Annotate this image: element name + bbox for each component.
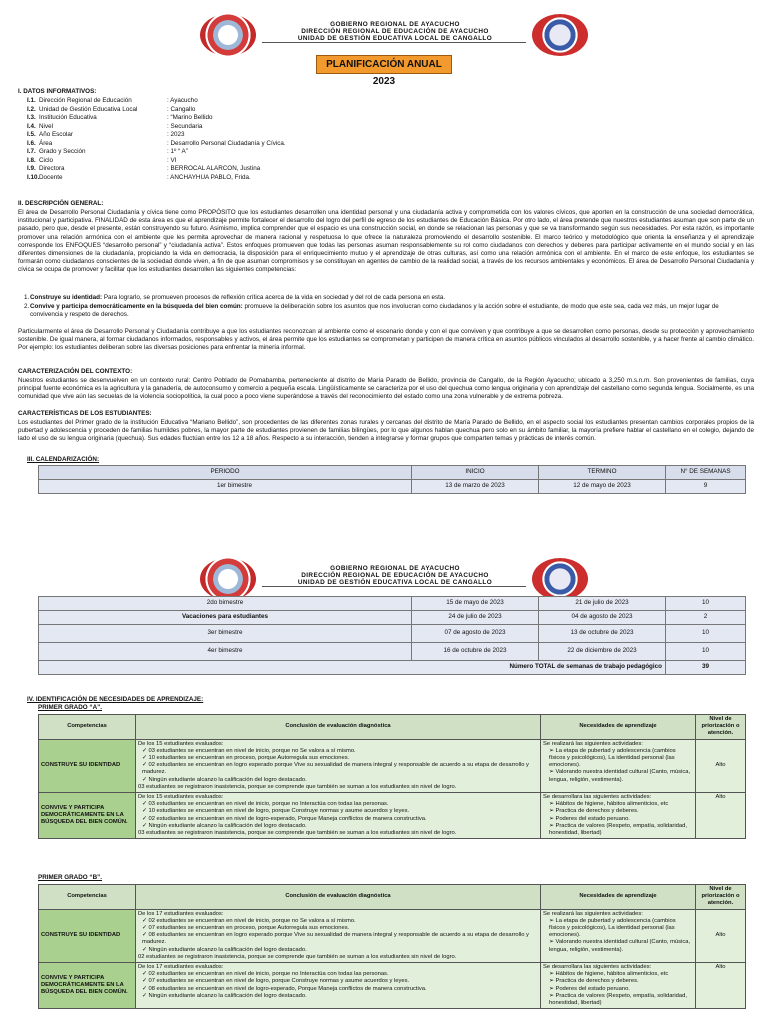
arrow-bullet-icon: ➢	[549, 801, 556, 808]
info-number: I.5.	[27, 131, 36, 138]
diagnostic-line-text: 02 estudiantes se encuentran en logro esperado porque Vive su sexualidad de manera integral y responsable de acuerdo a su etapa de desarrollo y madurez.	[142, 762, 529, 776]
needs-cell	[541, 739, 696, 792]
calendar-end: 12 de mayo de 2023	[539, 480, 666, 494]
calendar-row	[39, 611, 746, 625]
check-icon: ✓	[142, 762, 149, 769]
diagnostic-line	[142, 816, 538, 823]
needs-item-text: La etapa de pubertad y adolescencia (cambios físicos y psicológicos), La identidad personal (las emociones).	[549, 747, 676, 769]
diagnostic-cell	[136, 909, 541, 962]
needs-header-row	[39, 715, 746, 740]
info-value: : 1º “ A”	[167, 148, 188, 155]
arrow-bullet-icon: ➢	[549, 978, 556, 985]
needs-row	[39, 793, 746, 839]
diagnostic-line	[142, 986, 538, 993]
diagnostic-line-text: 10 estudiantes se encuentran en nivel de logro, porque Construye normas y asume acuerdos y leyes.	[148, 808, 410, 815]
info-label: Unidad de Gestión Educativa Local	[39, 105, 138, 113]
check-icon: ✓	[142, 822, 149, 829]
needs-item-text: La etapa de pubertad y adolescencia (cambios físicos y psicológicos), La identidad personal (las emociones).	[549, 917, 676, 939]
needs-item-text: Poderes del estado peruano.	[555, 815, 630, 822]
section-datos-informativos: I. DATOS INFORMATIVOS:	[18, 88, 97, 95]
calendar-header: TERMINO	[539, 466, 666, 480]
calendar-end: 13 de octubre de 2023	[539, 625, 666, 643]
info-label: Año Escolar	[39, 131, 73, 138]
needs-table-grade-b	[38, 884, 746, 1009]
info-value: : ANCHAYHUA PABLO, Frida.	[167, 173, 251, 181]
calendar-header: PERIODO	[39, 466, 412, 480]
calendar-start: 13 de marzo de 2023	[412, 480, 539, 494]
needs-item	[549, 939, 693, 953]
arrow-bullet-icon: ➢	[549, 939, 556, 946]
description-paragraph: El área de Desarrollo Personal Ciudadanía y cívica tiene como PROPÓSITO que los estudiantes desarrollen una identidad personal y una ciudadanía activa y comprometida con los valores cívicos, que aporten en la construcción de una sociedad democrática, institucional y participativa. FINALIDAD de esta área es que el aprendizaje permite fortalecer el desarrollo del logro del perfil de egreso de los estudiantes de Educación Básica. Por otro lado, el área pretende que nuestros estudiantes asuman que son parte de un pasado, pero que, desde el presente, están construyendo su futuro. Asimismo, implica comprender que el espacio es una construcción social, en donde se relacionan las personas y que se va transformando según sus necesidades. Por esta razón, es importante promover una relación armónica con el ambiente que les permita aprovechar de manera racional y respetuosa lo que ofrece la naturaleza promoviendo el desarrollo sostenible. El marco teórico y metodológico que orienta la enseñanza y el aprendizaje corresponde los ENFOQUES “desarrollo personal” y “ciudadanía activa”. Estos enfoques promueven que todas las personas asuman responsablemente su rol como ciudadanos con derechos y deberes para participar activamente en el mundo social y en las diferentes dimensiones de la ciudadanía, propiciando la vida en democracia, la disposición para el enriquecimiento mutuo y el aprendizaje de otras culturas, así como una relación armónica con el ambiente. En el marco de este enfoque, los estudiantes se formarán como ciudadanos conscientes de la sociedad donde viven, a fin de que asuman compromisos y se constituyan en agentes de cambio de la realidad social, a través de los recursos ambientales y económicos. El área de Desarrollo Personal Ciudadanía y cívica se ocupa de promover y facilitar que los estudiantes desarrollen las siguientes competencias:	[18, 209, 754, 274]
diagnostic-line-text: Ningún estudiante alcanzo la calificación del logro destacado.	[148, 992, 307, 999]
info-number: I.1.	[27, 97, 36, 104]
diagnostic-line-text: 03 estudiantes se encuentran en nivel de inicio, porque no Se valora a sí mismo.	[148, 747, 356, 754]
diagnostic-line	[142, 971, 538, 978]
regional-government-logo	[200, 14, 256, 56]
diagnostic-line	[142, 762, 538, 776]
diagnostic-line-text: 03 estudiantes se encuentran en nivel de inicio, porque no Interactúa con todas las personas.	[148, 801, 389, 808]
needs-item-text: Practica de valores (Respeto, empatía, solidaridad, honestidad, libertad)	[549, 822, 687, 837]
info-number: I.4.	[27, 122, 36, 130]
calendar-weeks: 10	[666, 597, 746, 611]
info-value: : VI	[167, 156, 177, 164]
calendar-row	[39, 625, 746, 643]
check-icon: ✓	[142, 808, 149, 815]
calendar-weeks: 10	[666, 643, 746, 661]
needs-item	[549, 808, 693, 815]
calendar-start: 16 de octubre de 2023	[412, 643, 539, 661]
calendar-end: 22 de diciembre de 2023	[539, 643, 666, 661]
diagnostic-tail: 03 estudiantes se registraron inasistencia, porque se comprende que también se suman a los estudiantes sin nivel de logro.	[138, 830, 457, 837]
priority-level: Alto	[696, 909, 746, 962]
check-icon: ✓	[142, 755, 149, 762]
needs-item-text: Valorando nuestra identidad cultural (Canto, música, lengua, religión, vestimenta).	[549, 769, 691, 783]
calendar-period: 4er bimestre	[39, 643, 412, 661]
info-label: Grado y Sección	[39, 148, 86, 155]
calendar-period: 1er bimestre	[39, 480, 412, 494]
competency-name: Convive y participa democráticamente en la búsqueda del bien común:	[30, 303, 243, 310]
calendar-header: INICIO	[412, 466, 539, 480]
priority-level: Alto	[696, 739, 746, 792]
check-icon: ✓	[142, 815, 149, 822]
diagnostic-line-text: 02 estudiantes se encuentran en nivel de logro-esperado, Porque Maneja conflictos de manera constructiva.	[148, 815, 427, 822]
diagnostic-line-text: 10 estudiantes se encuentran en proceso, porque Autorregula sus emociones.	[148, 755, 350, 762]
needs-header: Conclusión de evaluación diagnóstica	[136, 715, 541, 740]
calendar-table-part-2	[38, 596, 746, 675]
calendar-total-label: Número TOTAL de semanas de trabajo pedagógico	[39, 661, 666, 675]
grade-b-title: PRIMER GRADO “B”.	[38, 874, 103, 881]
info-value: : Desarrollo Personal Ciudadanía y Cívica.	[167, 139, 286, 147]
competency-item: 2. Convive y participa democráticamente en la búsqueda del bien común: promueve la deliberación sobre los asuntos que nos involucran como ciudadanos y la acción sobre el estudiante, de modo que este sea, cada vez más, un mejor lugar de convivencia y respeto de derechos.	[24, 303, 719, 319]
diagnostic-line	[142, 823, 538, 830]
needs-header: Nivel de priorización o atención.	[696, 885, 746, 910]
info-value: : “Marino Bellido	[167, 114, 213, 121]
info-label: Institución Educativa	[39, 114, 97, 121]
needs-header-row	[39, 885, 746, 910]
needs-item	[549, 769, 693, 783]
section-descripcion-general: II. DESCRIPCIÓN GENERAL:	[18, 200, 104, 207]
info-number: I.8.	[27, 156, 36, 164]
calendar-header-row	[39, 466, 746, 480]
diagnostic-intro: De los 15 estudiantes evaluados:	[138, 794, 224, 801]
letterhead-line-3: UNIDAD DE GESTIÓN EDUCATIVA LOCAL DE CANGALLO	[297, 579, 493, 586]
diagnostic-line	[142, 777, 538, 784]
arrow-bullet-icon: ➢	[549, 971, 556, 978]
needs-item	[549, 978, 693, 985]
check-icon: ✓	[142, 985, 149, 992]
ugel-logo	[532, 14, 588, 56]
calendar-row	[39, 597, 746, 611]
needs-header: Necesidades de aprendizaje	[541, 715, 696, 740]
info-number: I.3.	[27, 114, 36, 121]
diagnostic-cell	[136, 739, 541, 792]
arrow-bullet-icon: ➢	[549, 808, 556, 815]
calendar-start: 07 de agosto de 2023	[412, 625, 539, 643]
needs-header: Competencias	[39, 885, 136, 910]
arrow-bullet-icon: ➢	[549, 985, 556, 992]
diagnostic-line-text: Ningún estudiante alcanzo la calificación del logro destacado.	[148, 946, 307, 953]
check-icon: ✓	[142, 932, 149, 939]
needs-item	[549, 816, 693, 823]
calendar-period: Vacaciones para estudiantes	[39, 611, 412, 625]
needs-item	[549, 918, 693, 940]
diagnostic-line-text: 07 estudiantes se encuentran en proceso, porque Autorregula sus emociones.	[148, 925, 350, 932]
diagnostic-line-text: 07 estudiantes se encuentran en nivel de logro, porque Construye normas y asume acuerdos y leyes.	[148, 978, 410, 985]
diagnostic-line-text: 08 estudiantes se encuentran en nivel de logro-esperado, Porque Maneja conflictos de manera constructiva.	[148, 985, 427, 992]
info-label: Nivel	[39, 122, 53, 130]
needs-item	[549, 748, 693, 770]
needs-item-text: Practica de derechos y deberes.	[555, 808, 639, 815]
info-value: : Secundaria	[167, 122, 203, 130]
calendar-table-part-1	[38, 465, 746, 494]
needs-header: Competencias	[39, 715, 136, 740]
needs-cell	[541, 909, 696, 962]
letterhead-line-3: UNIDAD DE GESTIÓN EDUCATIVA LOCAL DE CANGALLO	[297, 35, 493, 42]
needs-cell	[541, 793, 696, 839]
priority-level: Alto	[696, 963, 746, 1009]
needs-item	[549, 971, 693, 978]
diagnostic-intro: De los 17 estudiantes evaluados:	[138, 910, 224, 917]
needs-item-text: Practica de valores (Respeto, empatía, solidaridad, honestidad, libertad)	[549, 992, 687, 1007]
calendar-end: 21 de julio de 2023	[539, 597, 666, 611]
needs-cell	[541, 963, 696, 1009]
diagnostic-line	[142, 993, 538, 1000]
info-number: I.10.	[27, 173, 40, 181]
info-label: Directora	[39, 165, 65, 172]
diagnostic-line	[142, 932, 538, 946]
needs-header: Conclusión de evaluación diagnóstica	[136, 885, 541, 910]
diagnostic-line	[142, 748, 538, 755]
diagnostic-cell	[136, 793, 541, 839]
needs-item	[549, 823, 693, 837]
diagnostic-line-text: Ningún estudiante alcanzo la calificación del logro destacado.	[148, 776, 307, 783]
needs-item-text: Poderes del estado peruano.	[555, 985, 630, 992]
diagnostic-line-text: 02 estudiantes se encuentran en nivel de inicio, porque no Se valora a sí mismo.	[148, 917, 356, 924]
check-icon: ✓	[142, 992, 149, 999]
diagnostic-line	[142, 947, 538, 954]
students-heading: CARACTERÍSTICAS DE LOS ESTUDIANTES:	[18, 410, 152, 417]
needs-item-text: Valorando nuestra identidad cultural (Canto, música, lengua, religión, vestimenta).	[549, 939, 691, 953]
check-icon: ✓	[142, 946, 149, 953]
priority-level: Alto	[696, 793, 746, 839]
grade-a-title: PRIMER GRADO “A”.	[38, 704, 103, 711]
check-icon: ✓	[142, 917, 149, 924]
needs-item	[549, 801, 693, 808]
competency-description: promueve la deliberación sobre los asuntos que nos involucran como ciudadanos y la acción sobre el estudiante, de modo que este sea, cada vez más, un mejor lugar de convivencia y respeto de derechos.	[30, 303, 719, 319]
regional-government-logo	[200, 558, 256, 600]
needs-item-text: Hábitos de higiene, hábitos alimenticios, etc	[555, 801, 669, 808]
letterhead-line-2: DIRECCIÓN REGIONAL DE EDUCACIÓN DE AYACUCHO	[301, 28, 489, 35]
calendar-period: 2do bimestre	[39, 597, 412, 611]
needs-header: Nivel de priorización o atención.	[696, 715, 746, 740]
check-icon: ✓	[142, 776, 149, 783]
check-icon: ✓	[142, 978, 149, 985]
info-number: I.7.	[27, 148, 36, 155]
arrow-bullet-icon: ➢	[549, 822, 556, 829]
needs-item-text: Hábitos de higiene, hábitos alimenticios, etc	[555, 971, 669, 978]
diagnostic-line	[142, 918, 538, 925]
diagnostic-line-text: Ningún estudiante alcanzo la calificación del logro destacado.	[148, 822, 307, 829]
diagnostic-line	[142, 755, 538, 762]
info-label: Docente	[39, 173, 63, 181]
arrow-bullet-icon: ➢	[549, 917, 556, 924]
diagnostic-intro: De los 17 estudiantes evaluados:	[138, 964, 224, 971]
calendar-total-row	[39, 661, 746, 675]
letterhead-line-1: GOBIERNO REGIONAL DE AYACUCHO	[330, 21, 460, 28]
arrow-bullet-icon: ➢	[549, 747, 556, 754]
diagnostic-line-text: 02 estudiantes se encuentran en nivel de inicio, porque no Interactúa con todas las personas.	[148, 971, 389, 978]
competency-cell: CONSTRUYE SU IDENTIDAD	[39, 739, 136, 792]
students-paragraph: Los estudiantes del Primer grado de la institución Educativa “Mariano Bellido”, son procedentes de las diferentes zonas rurales y cercanas del distrito de María Parado de Bellido, en el aspecto social los estudiantes presentan cambios corporales propios de la pubertad y adolescencia y proceden de familias humildes pobres, la mayor parte de estudiantes provienen de familias bilingües, por lo que algunos hablan quechua pero solo en su ámbito familiar, la mayoría prefiere hablar el castellano en el colegio, dejando de lado el uso de su lengua originaria (quechua). Sus edades fluctúan entre los 12 a 18 años. Respecto a su interacción, tienden a integrarse y formar grupos que comparten temas y prácticas de interés común.	[18, 419, 754, 443]
calendar-weeks: 10	[666, 625, 746, 643]
needs-intro: Se desarrollara las siguientes actividades:	[543, 964, 652, 971]
calendar-start: 15 de mayo de 2023	[412, 597, 539, 611]
check-icon: ✓	[142, 801, 149, 808]
info-value: : 2023	[167, 131, 185, 138]
calendar-row	[39, 480, 746, 494]
info-value: : Cangallo	[167, 105, 196, 113]
competency-cell: CONVIVE Y PARTICIPA DEMOCRÁTICAMENTE EN LA BÚSQUEDA DEL BIEN COMÚN.	[39, 963, 136, 1009]
diagnostic-line	[142, 925, 538, 932]
competency-name: Construye su identidad:	[30, 294, 103, 301]
section-calendarizacion: III. CALENDARIZACIÓN:	[27, 456, 100, 463]
arrow-bullet-icon: ➢	[549, 769, 556, 776]
diagnostic-tail: 03 estudiantes se registraron inasistencia, porque se comprende que también se suman a los estudiantes sin nivel de logro.	[138, 783, 457, 790]
diagnostic-line	[142, 978, 538, 985]
diagnostic-tail: 02 estudiantes se registraron inasistencia, porque se comprende que también se suman a los estudiantes sin nivel de logro.	[138, 953, 457, 960]
letterhead-text	[270, 21, 520, 42]
letterhead-text	[270, 565, 520, 586]
check-icon: ✓	[142, 971, 149, 978]
letterhead-divider	[262, 586, 526, 587]
diagnostic-line	[142, 801, 538, 808]
needs-item	[549, 993, 693, 1007]
calendar-row	[39, 643, 746, 661]
page-2	[0, 548, 768, 1024]
needs-item	[549, 986, 693, 993]
calendar-start: 24 de julio de 2023	[412, 611, 539, 625]
needs-intro: Se realizará las siguientes actividades:	[543, 910, 643, 917]
needs-header: Necesidades de aprendizaje	[541, 885, 696, 910]
check-icon: ✓	[142, 747, 149, 754]
needs-row	[39, 739, 746, 792]
needs-table-grade-a	[38, 714, 746, 839]
needs-intro: Se desarrollara las siguientes actividades:	[543, 794, 652, 801]
needs-row	[39, 909, 746, 962]
calendar-period: 3er bimestre	[39, 625, 412, 643]
info-label: Ciclo	[39, 156, 53, 164]
letterhead	[0, 0, 768, 56]
needs-item-text: Practica de derechos y deberes.	[555, 978, 639, 985]
info-number: I.9.	[27, 165, 36, 172]
arrow-bullet-icon: ➢	[549, 815, 556, 822]
calendar-total-value: 39	[666, 661, 746, 675]
diagnostic-line-text: 08 estudiantes se encuentran en logro esperado porque Vive su sexualidad de manera integral y responsable de acuerdo a su etapa de desarrollo y madurez.	[142, 932, 529, 946]
info-label: Área	[39, 139, 53, 147]
info-number: I.2.	[27, 105, 36, 113]
section-necesidades: IV. IDENTIFICACIÓN DE NECESIDADES DE APRENDIZAJE:	[27, 696, 204, 703]
calendar-weeks: 2	[666, 611, 746, 625]
calendar-weeks: 9	[666, 480, 746, 494]
context-heading: CARACTERIZACIÓN DEL CONTEXTO:	[18, 368, 133, 375]
calendar-end: 04 de agosto de 2023	[539, 611, 666, 625]
competency-cell: CONVIVE Y PARTICIPA DEMOCRÁTICAMENTE EN LA BÚSQUEDA DEL BIEN COMÚN.	[39, 793, 136, 839]
letterhead-line-2: DIRECCIÓN REGIONAL DE EDUCACIÓN DE AYACUCHO	[301, 572, 489, 579]
competency-cell: CONSTRUYE SU IDENTIDAD	[39, 909, 136, 962]
info-label: Dirección Regional de Educación	[39, 97, 132, 104]
diagnostic-intro: De los 15 estudiantes evaluados:	[138, 740, 224, 747]
competency-description: Para lograrlo, se promueven procesos de reflexión crítica acerca de la vida en sociedad y del rol de cada persona en esta.	[102, 294, 446, 301]
letterhead-line-1: GOBIERNO REGIONAL DE AYACUCHO	[330, 565, 460, 572]
contribution-paragraph: Particularmente el área de Desarrollo Personal y Ciudadanía contribuye a que los estudiantes reconozcan al ambiente como el escenario donde y con el que conviven y que contribuye a que se desarrollen como personas, desde su protección y aprovechamiento sostenible. De igual manera, al formar ciudadanos informados, responsables y activos, el área permite que los estudiantes se comprometan y participen de manera crítica en asuntos públicos vinculados al desarrollo sostenible, y a hacer frente al cambio climático. Por ejemplo: los estudiantes deliberan sobre las diversas posiciones para enfrentar la minería informal.	[18, 328, 754, 352]
competency-item: 1. Construye su identidad: Para lograrlo, se promueven procesos de reflexión crítica acerca de la vida en sociedad y del rol de cada persona en esta.	[24, 294, 446, 301]
needs-intro: Se realizará las siguientes actividades:	[543, 740, 643, 747]
document-title: PLANIFICACIÓN ANUAL 2023	[316, 55, 452, 74]
needs-row	[39, 963, 746, 1009]
context-paragraph: Nuestros estudiantes se desenvuelven en un contexto rural: Centro Poblado de Pomabamba, perteneciente al distrito de María Parado de Bellido, provincia de Cangallo, de la Región Ayacucho; ubicado a 3,250 m.s.n.m. Son provenientes de familias, cuya principal fuente económica es la agricultura y la ganadería, de autoconsumo y comercio a pequeña escala. Lingüísticamente se caracteriza por el uso del quechua como lengua originaria y con aprendizaje del castellano como segunda lengua. Socialmente, es una comunidad que vive aún las secuelas de la violencia sociopolítica, la cual poco a poco viene superándose a través del reconocimiento del estado como una zona vulnerable y de extrema pobreza.	[18, 377, 754, 401]
info-number: I.6.	[27, 139, 36, 147]
ugel-logo	[532, 558, 588, 600]
arrow-bullet-icon: ➢	[549, 992, 556, 999]
letterhead-divider	[262, 42, 526, 43]
diagnostic-cell	[136, 963, 541, 1009]
check-icon: ✓	[142, 925, 149, 932]
info-value: : BERROCAL ALARCON, Justina	[167, 165, 261, 172]
diagnostic-line	[142, 808, 538, 815]
info-value: : Ayacucho	[167, 97, 198, 104]
calendar-header: N° DE SEMANAS	[666, 466, 746, 480]
